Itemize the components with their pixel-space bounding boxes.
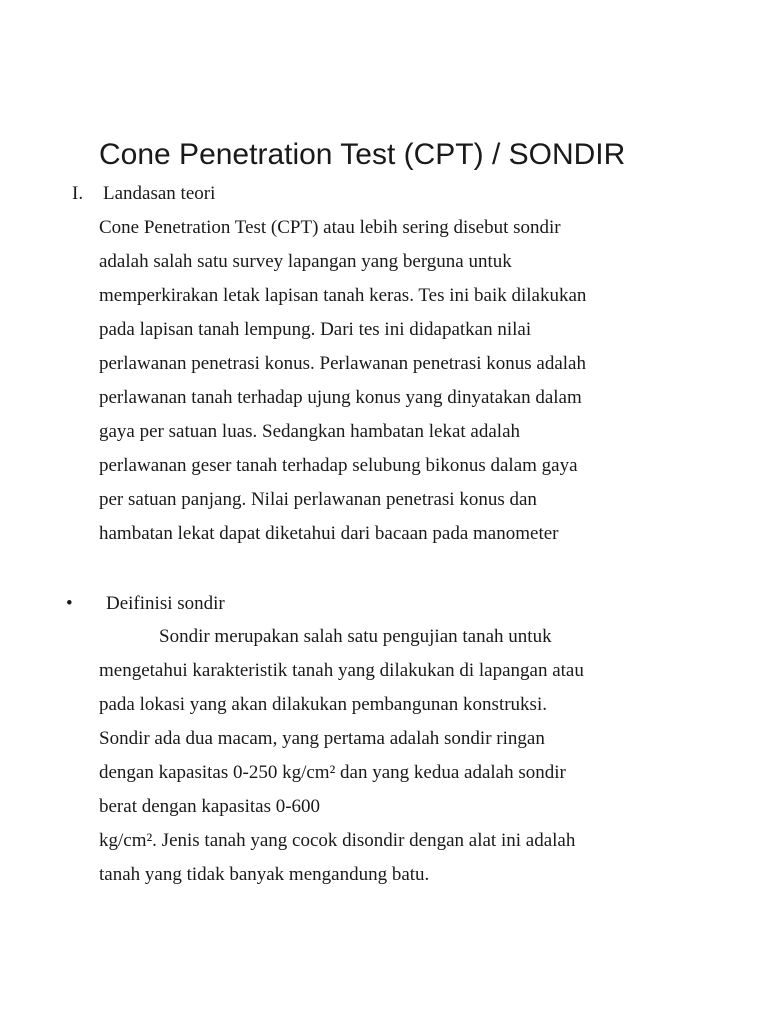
paragraph-line: per satuan panjang. Nilai perlawanan penetrasi konus dan [99,489,537,510]
paragraph-line: perlawanan penetrasi konus. Perlawanan penetrasi konus adalah [99,353,586,374]
paragraph-line: tanah yang tidak banyak mengandung batu. [99,864,430,885]
paragraph-line: dengan kapasitas 0-250 kg/cm² dan yang kedua adalah sondir [99,762,566,783]
section1-numeral: I. [72,183,84,204]
paragraph-line: hambatan lekat dapat diketahui dari bacaan pada manometer [99,523,559,544]
paragraph-line: mengetahui karakteristik tanah yang dilakukan di lapangan atau [99,660,584,681]
paragraph-line: adalah salah satu survey lapangan yang berguna untuk [99,251,512,272]
section1-heading: Landasan teori [103,183,216,204]
paragraph-line: Sondir merupakan salah satu pengujian tanah untuk [159,626,552,647]
paragraph-line: perlawanan geser tanah terhadap selubung bikonus dalam gaya [99,455,578,476]
paragraph-line: gaya per satuan luas. Sedangkan hambatan lekat adalah [99,421,520,442]
document-title: Cone Penetration Test (CPT) / SONDIR [99,138,626,171]
paragraph-line: pada lapisan tanah lempung. Dari tes ini didapatkan nilai [99,319,532,340]
paragraph-line: memperkirakan letak lapisan tanah keras. Tes ini baik dilakukan [99,285,587,306]
paragraph-line: berat dengan kapasitas 0-600 [99,796,321,817]
section1-paragraph [99,211,699,551]
paragraph-line: kg/cm². Jenis tanah yang cocok disondir dengan alat ini adalah [99,830,576,851]
paragraph-line: Sondir ada dua macam, yang pertama adalah sondir ringan [99,728,545,749]
bullet-icon: • [66,593,73,614]
section2-heading: Deifinisi sondir [106,593,225,614]
section2-paragraph [99,620,699,892]
paragraph-line: Cone Penetration Test (CPT) atau lebih sering disebut sondir [99,217,561,238]
paragraph-line: pada lokasi yang akan dilakukan pembangunan konstruksi. [99,694,547,715]
paragraph-line: perlawanan tanah terhadap ujung konus yang dinyatakan dalam [99,387,582,408]
